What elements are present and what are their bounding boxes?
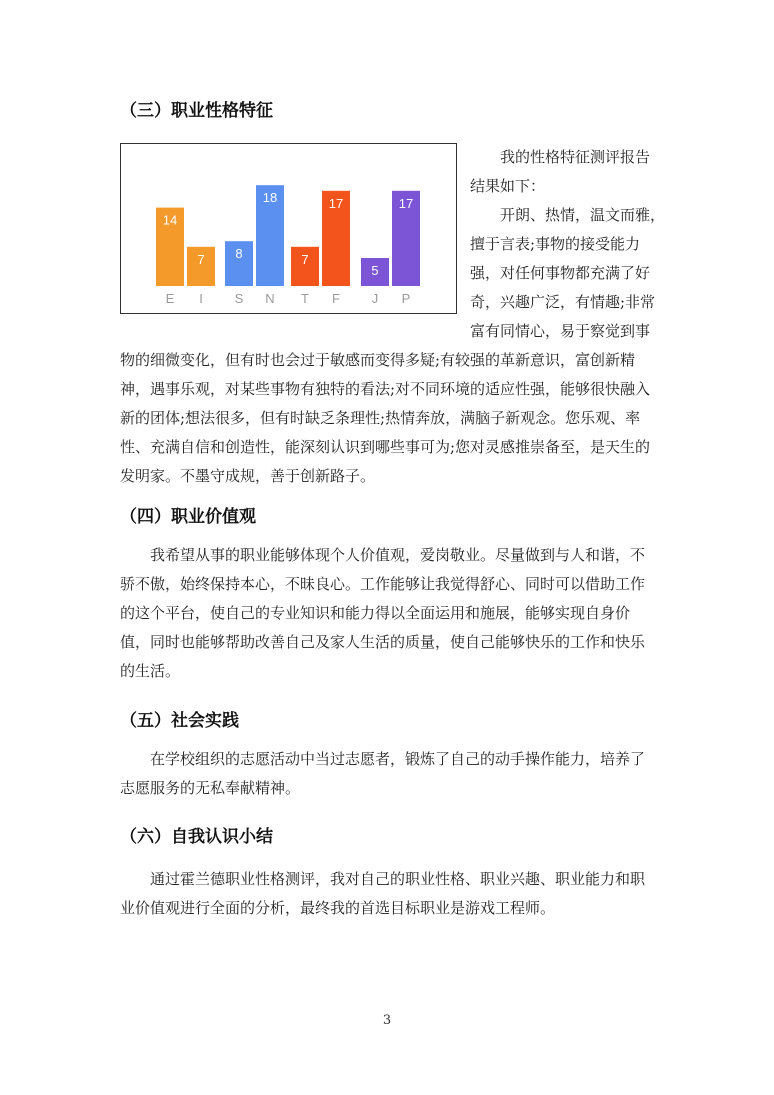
practice-body — [120, 745, 658, 803]
summary-body-text: 通过霍兰德职业性格测评，我对自己的职业性格、职业兴趣、职业能力和职业价值观进行全面的分析，最终我的首选目标职业是游戏工程师。 — [120, 870, 646, 917]
values-body — [120, 541, 658, 686]
side-line: 富有同情心，易于察觉到事 — [470, 322, 651, 340]
side-line: 奇，兴趣广泛，有情趣;非常 — [470, 293, 656, 311]
data-label-N: 18 — [262, 190, 278, 206]
personality-bar-chart — [120, 143, 457, 314]
tick-label-P: P — [401, 291, 411, 306]
summary-body — [120, 865, 658, 923]
side-line: 强，对任何事物都充满了好 — [470, 264, 651, 282]
side-line: 擅于言表;事物的接受能力 — [470, 235, 641, 253]
values-body-text: 我希望从事的职业能够体现个人价值观，爱岗敬业。尽量做到与人和谐，不骄不傲，始终保持本心，不昧良心。工作能够让我觉得舒心、同时可以借助工作的这个平台，使自己的专业知识和能力得以全面运用和施展，能够实现自身价值，同时也能够帮助改善自己及家人生活的质量，使自己能够快乐的工作和快乐的生活。 — [120, 546, 646, 680]
chart-svg — [121, 144, 455, 312]
tick-label-J: J — [371, 291, 379, 306]
tick-label-T: T — [301, 291, 309, 306]
side-line: 开朗、热情，温文而雅， — [500, 206, 666, 224]
data-label-T: 7 — [301, 251, 309, 267]
section-heading-summary: （六）自我认识小结 — [120, 827, 273, 847]
section-heading-values: （四）职业价值观 — [120, 507, 256, 527]
side-line: 结果如下： — [470, 177, 546, 195]
data-label-I: 7 — [197, 251, 205, 267]
page-number: 3 — [382, 1013, 392, 1028]
tick-label-N: N — [265, 291, 275, 306]
data-label-E: 14 — [162, 212, 178, 228]
section-heading-personality: （三）职业性格特征 — [120, 101, 273, 121]
side-line: 我的性格特征测评报告 — [500, 148, 651, 166]
tick-label-I: I — [199, 291, 203, 306]
data-label-S: 8 — [235, 246, 243, 262]
personality-body — [120, 346, 658, 491]
data-label-F: 17 — [328, 195, 344, 211]
tick-label-S: S — [234, 291, 244, 306]
practice-body-text: 在学校组织的志愿活动中当过志愿者，锻炼了自己的动手操作能力，培养了志愿服务的无私奉献精神。 — [120, 750, 646, 797]
side-text-block — [470, 143, 690, 346]
data-label-J: 5 — [371, 263, 379, 278]
tick-label-E: E — [165, 291, 175, 306]
personality-body-text: 物的细微变化，但有时也会过于敏感而变得多疑;有较强的革新意识，富创新精神，遇事乐观，对某些事物有独特的看法;对不同环境的适应性强，能够很快融入新的团体;想法很多，但有时缺乏条理性;热情奔放，满脑子新观念。您乐观、率性、充满自信和创造性，能深刻认识到哪些事可为;您对灵感推崇备至，是天生的发明家。不墨守成规，善于创新路子。 — [120, 351, 651, 485]
tick-label-F: F — [332, 291, 340, 306]
section-heading-practice: （五）社会实践 — [120, 711, 239, 731]
data-label-P: 17 — [398, 195, 414, 211]
